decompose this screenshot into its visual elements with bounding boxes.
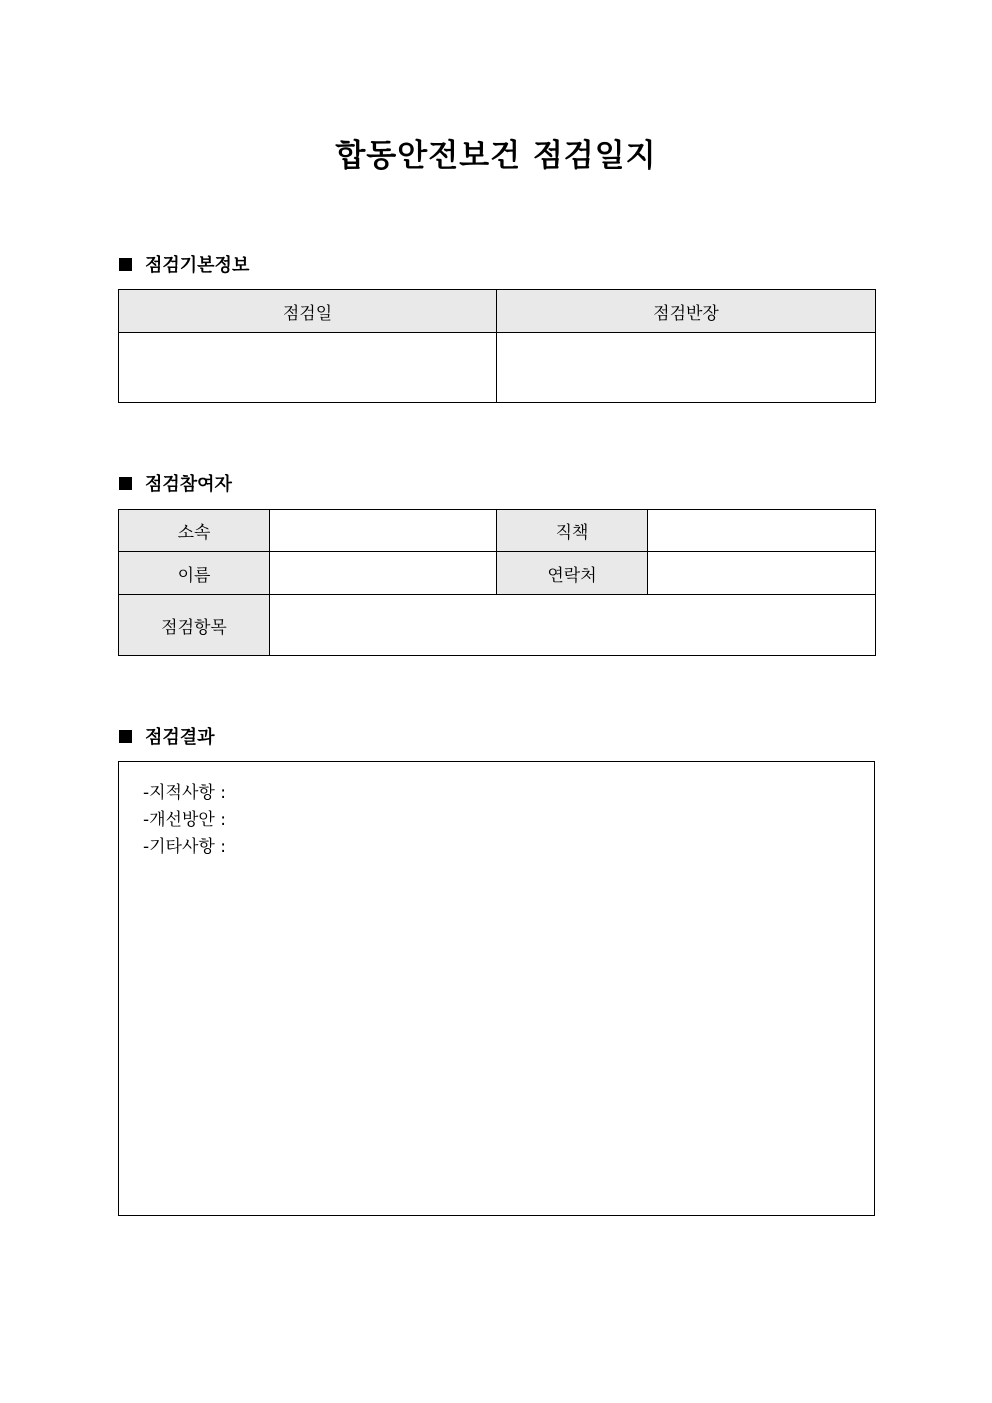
- inspection-date-field[interactable]: [119, 333, 497, 403]
- section-heading-results: [119, 723, 215, 749]
- contact-field[interactable]: [648, 552, 876, 595]
- position-label: 직책: [497, 510, 648, 552]
- basic-info-table: [118, 289, 876, 403]
- findings-line: -지적사항 :: [143, 783, 226, 803]
- inspection-leader-field[interactable]: [497, 333, 876, 403]
- contact-label: 연락처: [497, 552, 648, 595]
- name-field[interactable]: [270, 552, 497, 595]
- square-bullet-icon: [119, 258, 132, 271]
- affiliation-field[interactable]: [270, 510, 497, 552]
- square-bullet-icon: [119, 477, 132, 490]
- section-heading-label: 점검결과: [145, 727, 215, 748]
- inspection-items-label: 점검항목: [119, 595, 270, 656]
- section-heading-basic-info: [119, 251, 249, 277]
- document-title: 합동안전보건 점검일지: [335, 138, 657, 174]
- section-heading-label: 점검참여자: [145, 474, 232, 495]
- affiliation-label: 소속: [119, 510, 270, 552]
- inspection-results-box[interactable]: [118, 761, 875, 1216]
- inspection-items-field[interactable]: [270, 595, 876, 656]
- name-label: 이름: [119, 552, 270, 595]
- inspection-date-header: 점검일: [119, 290, 497, 333]
- position-field[interactable]: [648, 510, 876, 552]
- square-bullet-icon: [119, 730, 132, 743]
- other-notes-line: -기타사항 :: [143, 837, 226, 857]
- section-heading-label: 점검기본정보: [145, 255, 250, 276]
- improvement-line: -개선방안 :: [143, 810, 226, 830]
- participants-table: [118, 509, 876, 656]
- section-heading-participants: [119, 470, 232, 496]
- inspection-leader-header: 점검반장: [497, 290, 876, 333]
